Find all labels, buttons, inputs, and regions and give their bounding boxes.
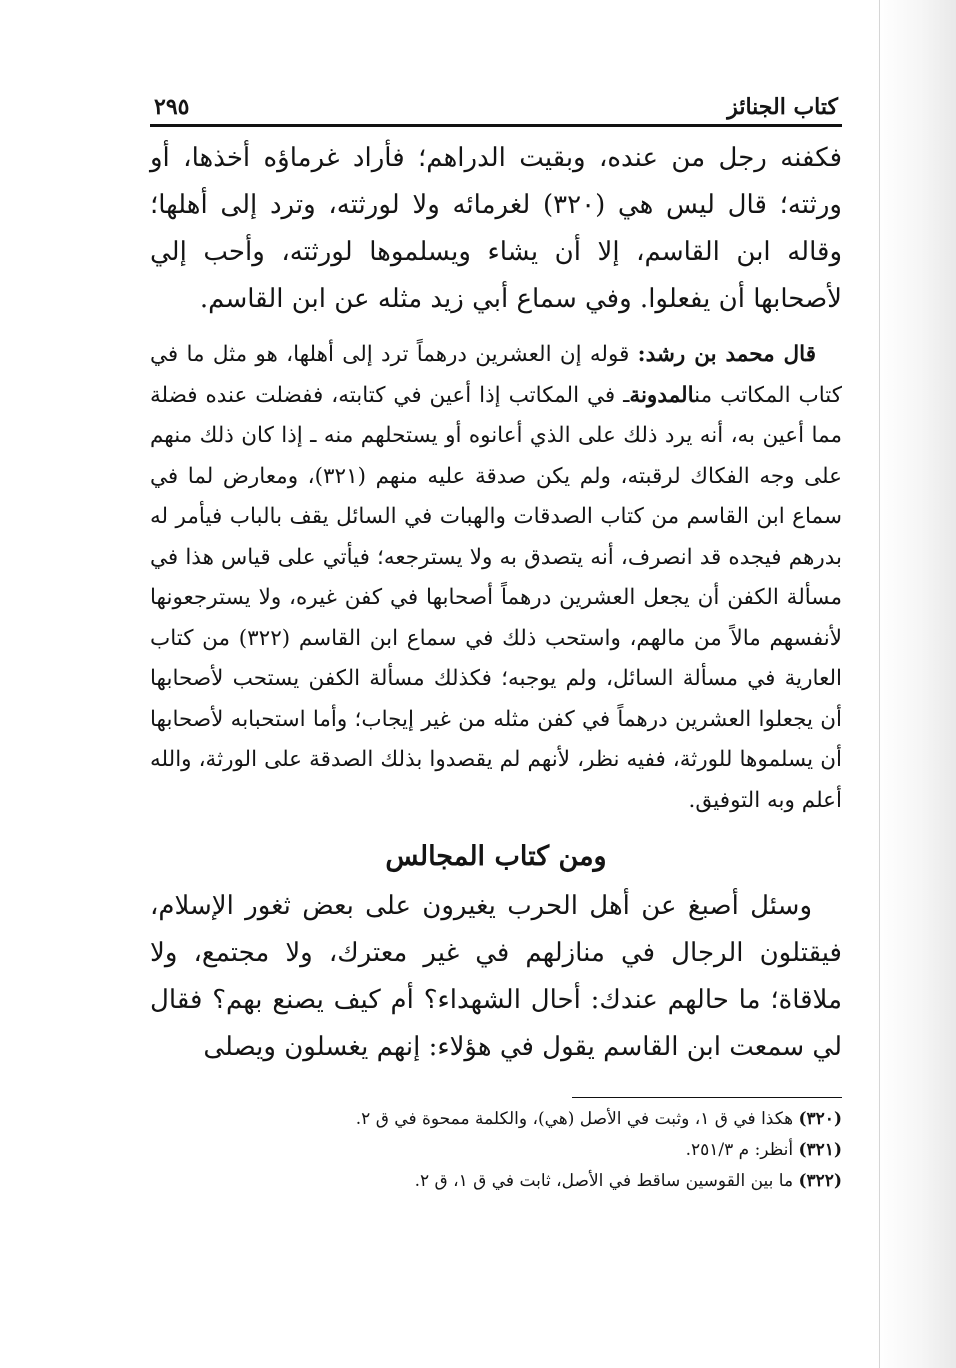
paragraph-2-text-a: قوله إن العشرين درهماً ترد إلى أهلها، هو مثل ما في كتاب المكاتب من bbox=[150, 342, 842, 408]
footnote-number: (٣٢٠) bbox=[798, 1109, 842, 1129]
footnote-item bbox=[150, 1104, 842, 1135]
footnote-text: ما بين القوسين ساقط في الأصل، ثابت في ق ١، ق ٢. bbox=[414, 1171, 799, 1191]
footnote-item bbox=[150, 1166, 842, 1197]
footnote-number: (٣٢١) bbox=[798, 1140, 842, 1160]
paragraph-1: فكفنه رجل من عنده، وبقيت الدراهم؛ فأراد غرماؤه أخذها، أو ورثته؛ قال ليس هي (٣٢٠) لغرمائه ولا لورثته، وترد إلى أهلها؛ وقاله ابن القاسم، إلا أن يشاء ويسلموها لورثته، وأحب إلي لأصحابها أن يفعلوا. وفي سماع أبي زيد مثله عن ابن القاسم. bbox=[150, 143, 842, 314]
author-name: قال محمد بن رشد: bbox=[637, 342, 817, 367]
scan-binding-line bbox=[879, 0, 880, 1368]
book-page bbox=[150, 80, 842, 1197]
footnote-text: أنظر: م ٢٥١/٣. bbox=[685, 1140, 799, 1160]
header-rule bbox=[150, 124, 842, 127]
scan-page-edge bbox=[876, 0, 956, 1368]
paragraph-2-text-b: ـ في المكاتب إذا أعين في كتابته، ففضلت عنده فضلة مما أعين به، أنه يرد ذلك على الذي أعانوه أو يستحلهم منه ـ إذا كان ذلك منهم على وجه الفكاك لرقبته، ولم يكن صدقة عليه منهم (٣٢١)، ومعارض لما في سماع ابن القاسم من كتاب الصدقات والهبات في السائل يقف بالباب فيأمر له بدرهم فيجده قد انصرف، أنه يتصدق به ولا يسترجعه؛ فيأتي على قياس هذا في مسألة الكفن أن يجعل العشرين درهماً أصحابها في كفن غيره، ولا يسترجعونها لأنفسهم مالاً من مالهم، واستحب ذلك في سماع ابن القاسم (٣٢٢) من كتاب العارية في مسألة السائل، ولم يوجبه؛ فكذلك مسألة الكفن يستحب لأصحابها أن يجعلوا العشرين درهماً في كفن مثله من غير إيجاب؛ وأما استحبابه لأصحابها أن يسلموها للورثة، ففيه نظر، لأنهم لم يقصدوا بذلك الصدقة على الورثة، والله أعلم وبه التوفيق. bbox=[150, 382, 842, 813]
footnote-number: (٣٢٢) bbox=[798, 1171, 842, 1191]
footnote-text: هكذا في ق ١، وثبت في الأصل (هي)، والكلمة ممحوة في ق ٢. bbox=[355, 1109, 799, 1129]
footnote-rule bbox=[572, 1097, 842, 1098]
running-header bbox=[150, 80, 842, 120]
section-heading: ومن كتاب المجالس bbox=[385, 841, 607, 872]
running-title: كتاب الجنائز bbox=[727, 94, 838, 120]
page-number: ٢٩٥ bbox=[154, 94, 190, 120]
book-title-mudawwana: المدونة bbox=[629, 382, 695, 408]
footnotes bbox=[150, 1104, 842, 1197]
paragraph-3: وسئل أصبغ عن أهل الحرب يغيرون على بعض ثغور الإسلام، فيقتلون الرجال في منازلهم في غير معترك، ولا مجتمع، ولا ملاقاة؛ ما حالهم عندك: أحال الشهداء؟ أم كيف يصنع بهم؟ فقال لي سمعت ابن القاسم يقول في هؤلاء: إنهم يغسلون ويصلى bbox=[150, 891, 842, 1062]
footnote-item bbox=[150, 1135, 842, 1166]
paragraph-2 bbox=[150, 335, 842, 821]
